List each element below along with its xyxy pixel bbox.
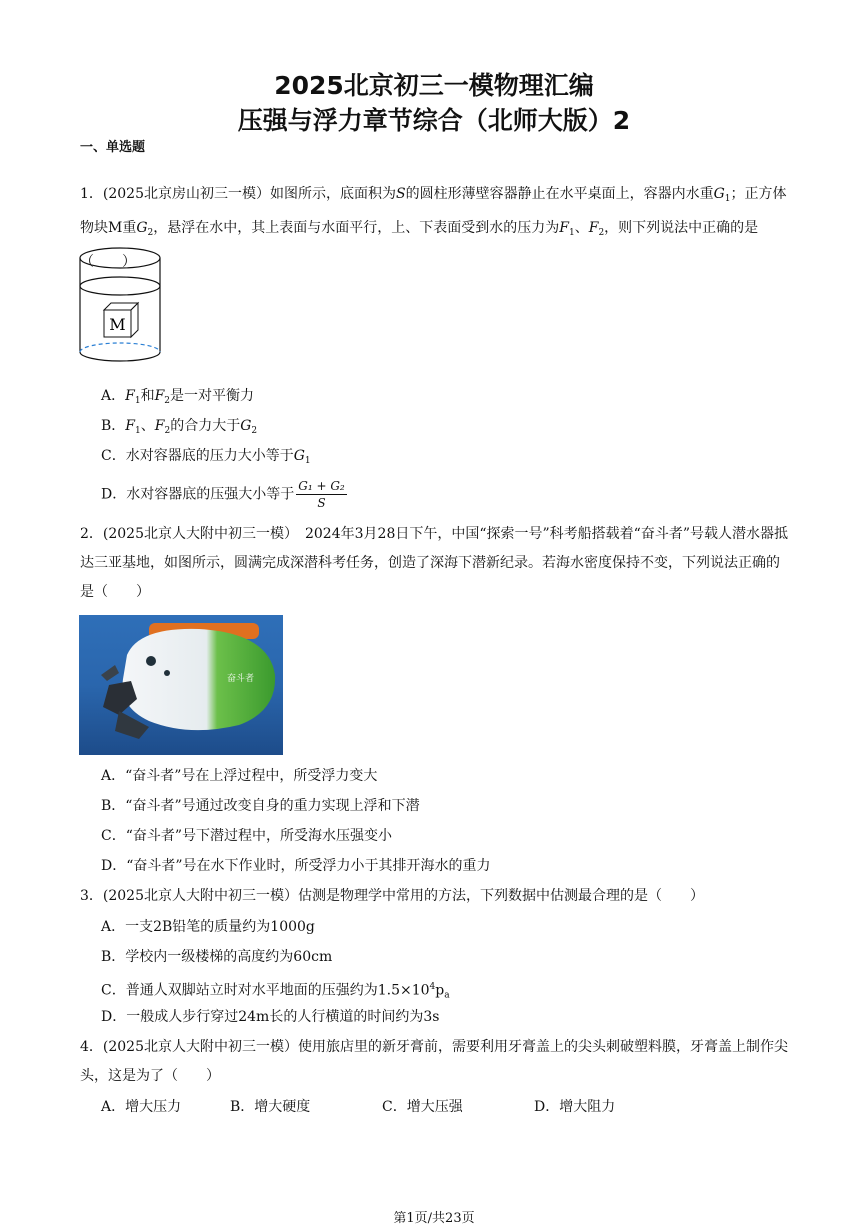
question-4-text: 4．(2025北京人大附中初三一模）使用旅店里的新牙膏前，需要利用牙膏盖上的尖头刺破塑料膜，牙膏盖上制作尖头，这是为了（ ） [80, 1039, 788, 1084]
q2-option-a: A．“奋斗者”号在上浮过程中，所受浮力变大 [101, 768, 378, 784]
q1-option-a: A．$F_1$和$F_2$是一对平衡力 [101, 388, 255, 406]
question-1-text: 1．(2025北京房山初三一模）如图所示，底面积为S的圆柱形薄壁容器静止在水平桌面上，容器内水重$G_1$；正方体物块M重$G_2$，悬浮在水中，其上表面与水面平行，上、下表面受到水的压力为$F_1$、$F_2$，则下列说法中正确的是（ ） [80, 186, 787, 270]
fraction: $\frac{\text{G₁ + G₂}}{S}$ [298, 479, 345, 510]
page-number: 第1页/共23页 [393, 1211, 475, 1226]
question-2-text: 2．(2025北京人大附中初三一模） 2024年3月28日下午，中国“探索一号”科考船搭载着“奋斗者”号载人潜水器抵达三亚基地，如图所示，圆满完成深潜科考任务，创造了深海下潜新纪录。若海水密度保持不变，下列说法正确的是（ ） [80, 526, 788, 600]
q3-option-c: C．普通人双脚站立时对水平地面的压强约为$1.5\times 10^4p_a$ [101, 982, 450, 1001]
q1-option-c: C．水对容器底的压力大小等于$G_1$ [101, 448, 311, 466]
question-3-text: 3．(2025北京人大附中初三一模）估测是物理学中常用的方法，下列数据中估测最合理的是（ ） [80, 888, 704, 904]
q1-option-d: D．水对容器底的压强大小等于 $\frac{\text{G₁ + G₂}}{S}$ [101, 479, 345, 510]
q3-option-a: A．一支2B铅笔的质量约为1000g [101, 919, 315, 935]
q2-option-d: D．“奋斗者”号在水下作业时，所受浮力小于其排开海水的重力 [101, 858, 491, 874]
section-heading: 一、单选题 [80, 140, 146, 155]
q2-option-c: C．“奋斗者”号下潜过程中，所受海水压强变小 [101, 828, 393, 844]
document-subtitle: 压强与浮力章节综合（北师大版）2 [237, 106, 631, 135]
submersible-photo [79, 615, 283, 755]
q4-option-a: A．增大压力 [101, 1099, 182, 1115]
q3-option-d: D．一般成人步行穿过24m长的人行横道的时间约为3s [101, 1009, 440, 1025]
q4-option-b: B．增大硬度 [230, 1099, 311, 1115]
q2-option-b: B．“奋斗者”号通过改变自身的重力实现上浮和下潜 [101, 798, 420, 814]
q3-option-b: B．学校内一级楼梯的高度约为60cm [101, 949, 333, 965]
q4-option-c: C．增大压强 [382, 1099, 463, 1115]
block-label: M [109, 315, 126, 334]
q1-option-b: B．$F_1$、$F_2$的合力大于$G_2$ [101, 418, 258, 436]
q4-option-d: D．增大阻力 [534, 1099, 616, 1115]
container-figure [78, 246, 164, 372]
document-title: 2025北京初三一模物理汇编 [274, 71, 594, 100]
submersible-name: 奋斗者 [227, 674, 255, 684]
